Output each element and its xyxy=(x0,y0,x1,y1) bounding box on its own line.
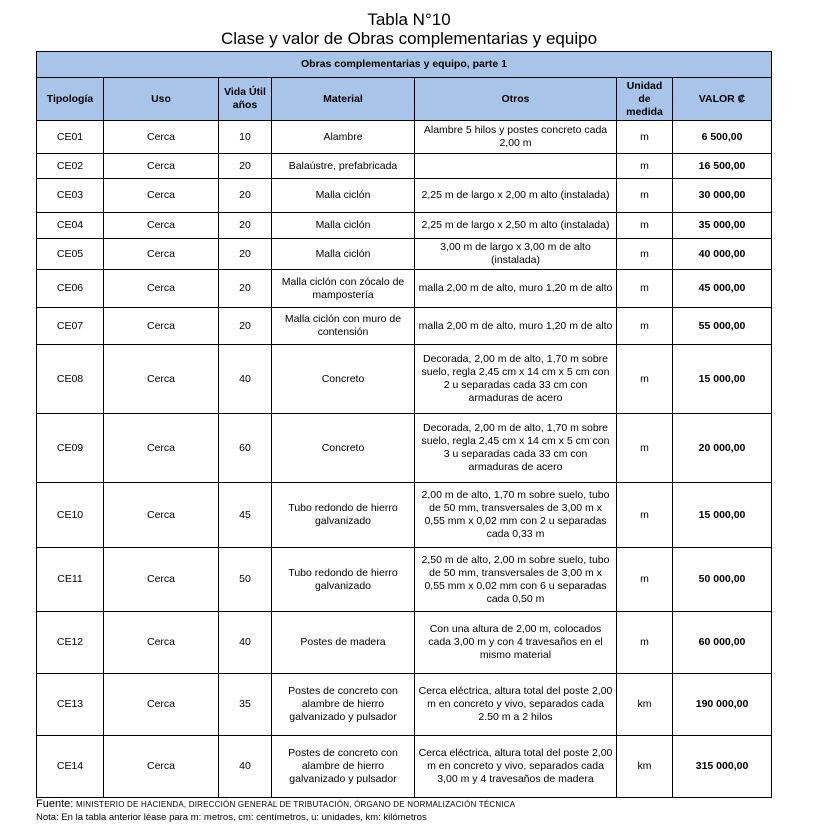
cell-valor: 190 000,00 xyxy=(673,674,772,736)
cell-material: Tubo redondo de hierro galvanizado xyxy=(272,483,415,548)
table-row xyxy=(37,154,772,179)
cell-valor: 30 000,00 xyxy=(673,179,772,213)
cell-otros: 3,00 m de largo x 3,00 m de alto (instalada) xyxy=(415,239,617,270)
cell-otros: malla 2,00 m de alto, muro 1,20 m de alto xyxy=(415,270,617,308)
cell-uso: Cerca xyxy=(104,179,219,213)
cell-uso: Cerca xyxy=(104,270,219,308)
cell-otros: Decorada, 2,00 m de alto, 1,70 m sobre suelo, regla 2,45 cm x 14 cm x 5 cm con 2 u separadas cada 33 cm con armaduras de acero xyxy=(415,345,617,414)
cell-vida: 20 xyxy=(219,213,272,239)
cell-vida: 20 xyxy=(219,239,272,270)
cell-tipologia: CE13 xyxy=(37,674,104,736)
cell-unidad: m xyxy=(617,239,673,270)
cell-vida: 45 xyxy=(219,483,272,548)
cell-uso: Cerca xyxy=(104,736,219,798)
cell-vida: 60 xyxy=(219,414,272,483)
cell-otros: 2,50 m de alto, 2,00 m sobre suelo, tubo de 50 mm, transversales de 3,00 m x 0,55 mm x 0,02 mm con 6 u separadas cada 0,50 m xyxy=(415,548,617,612)
cell-uso: Cerca xyxy=(104,483,219,548)
table-row xyxy=(37,612,772,674)
cell-tipologia: CE04 xyxy=(37,213,104,239)
cell-tipologia: CE01 xyxy=(37,121,104,154)
table-number: Tabla N°10 xyxy=(367,10,451,29)
cell-uso: Cerca xyxy=(104,548,219,612)
cell-uso: Cerca xyxy=(104,239,219,270)
cell-material: Concreto xyxy=(272,414,415,483)
cell-uso: Cerca xyxy=(104,414,219,483)
cell-material: Concreto xyxy=(272,345,415,414)
cell-material: Postes de madera xyxy=(272,612,415,674)
table-row xyxy=(37,121,772,154)
table-row xyxy=(37,345,772,414)
column-header-otros: Otros xyxy=(415,78,617,121)
cell-otros: Cerca eléctrica, altura total del poste 2,00 m en concreto y vivo, separados cada 3,00 m y 4 travesaños de madera xyxy=(415,736,617,798)
cell-material: Tubo redondo de hierro galvanizado xyxy=(272,548,415,612)
cell-unidad: m xyxy=(617,548,673,612)
cell-tipologia: CE07 xyxy=(37,308,104,345)
cell-valor: 15 000,00 xyxy=(673,483,772,548)
source-text: MINISTERIO DE HACIENDA, DIRECCIÓN GENERAL DE TRIBUTACIÓN, ÓRGANO DE NORMALIZACIÓN TÉCNICA xyxy=(75,800,516,809)
cell-uso: Cerca xyxy=(104,308,219,345)
cell-valor: 55 000,00 xyxy=(673,308,772,345)
table-row xyxy=(37,179,772,213)
table-body xyxy=(37,121,772,798)
table-row xyxy=(37,483,772,548)
table-row xyxy=(37,736,772,798)
cell-material: Malla ciclón xyxy=(272,213,415,239)
cell-valor: 15 000,00 xyxy=(673,345,772,414)
column-header-vida-util: Vida Útil años xyxy=(219,78,272,121)
cell-unidad: m xyxy=(617,308,673,345)
cell-otros: malla 2,00 m de alto, muro 1,20 m de alto xyxy=(415,308,617,345)
cell-vida: 20 xyxy=(219,179,272,213)
cell-unidad: km xyxy=(617,674,673,736)
table-row xyxy=(37,414,772,483)
obras-table xyxy=(36,51,772,798)
footer xyxy=(36,798,796,824)
cell-tipologia: CE02 xyxy=(37,154,104,179)
source-label: Fuente: xyxy=(36,798,74,810)
cell-uso: Cerca xyxy=(104,612,219,674)
cell-material: Malla ciclón con muro de contensión xyxy=(272,308,415,345)
cell-unidad: m xyxy=(617,121,673,154)
cell-unidad: m xyxy=(617,213,673,239)
cell-material: Postes de concreto con alambre de hierro galvanizado y pulsador xyxy=(272,736,415,798)
cell-tipologia: CE03 xyxy=(37,179,104,213)
cell-valor: 6 500,00 xyxy=(673,121,772,154)
cell-valor: 315 000,00 xyxy=(673,736,772,798)
cell-material: Balaústre, prefabricada xyxy=(272,154,415,179)
table-caption: Clase y valor de Obras complementarias y equipo xyxy=(220,29,598,48)
table-row xyxy=(37,548,772,612)
cell-vida: 10 xyxy=(219,121,272,154)
table-row xyxy=(37,308,772,345)
cell-tipologia: CE14 xyxy=(37,736,104,798)
cell-valor: 16 500,00 xyxy=(673,154,772,179)
cell-otros xyxy=(415,154,617,179)
cell-unidad: km xyxy=(617,736,673,798)
source-line xyxy=(36,798,796,811)
cell-vida: 40 xyxy=(219,736,272,798)
cell-material: Alambre xyxy=(272,121,415,154)
cell-otros: 2,25 m de largo x 2,00 m alto (instalada) xyxy=(415,179,617,213)
cell-unidad: m xyxy=(617,270,673,308)
column-header-valor: VALOR ₡ xyxy=(673,78,772,121)
cell-unidad: m xyxy=(617,483,673,548)
cell-material: Malla ciclón xyxy=(272,239,415,270)
cell-tipologia: CE11 xyxy=(37,548,104,612)
cell-tipologia: CE09 xyxy=(37,414,104,483)
note-line: Nota: En la tabla anterior léase para m: metros, cm: centímetros, u: unidades, km: kilómetros xyxy=(36,812,427,823)
column-header-unidad: Unidad de medida xyxy=(617,78,673,121)
table-row xyxy=(37,674,772,736)
cell-valor: 50 000,00 xyxy=(673,548,772,612)
cell-tipologia: CE06 xyxy=(37,270,104,308)
table-row xyxy=(37,213,772,239)
table-title-block xyxy=(0,10,818,48)
cell-vida: 20 xyxy=(219,270,272,308)
table-row xyxy=(37,239,772,270)
cell-vida: 35 xyxy=(219,674,272,736)
cell-uso: Cerca xyxy=(104,154,219,179)
cell-material: Postes de concreto con alambre de hierro galvanizado y pulsador xyxy=(272,674,415,736)
cell-otros: Decorada, 2,00 m de alto, 1,70 m sobre suelo, regla 2,45 cm x 14 cm x 5 cm con 3 u separadas cada 33 cm con armaduras de acero xyxy=(415,414,617,483)
cell-uso: Cerca xyxy=(104,213,219,239)
cell-vida: 20 xyxy=(219,154,272,179)
cell-unidad: m xyxy=(617,414,673,483)
column-header-uso: Uso xyxy=(104,78,219,121)
cell-tipologia: CE12 xyxy=(37,612,104,674)
cell-otros: Con una altura de 2,00 m, colocados cada 3,00 m y con 4 travesaños en el mismo material xyxy=(415,612,617,674)
cell-material: Malla ciclón xyxy=(272,179,415,213)
cell-uso: Cerca xyxy=(104,121,219,154)
cell-valor: 60 000,00 xyxy=(673,612,772,674)
cell-vida: 20 xyxy=(219,308,272,345)
cell-material: Malla ciclón con zócalo de mampostería xyxy=(272,270,415,308)
cell-otros: Cerca eléctrica, altura total del poste 2,00 m en concreto y vivo, separados cada 2.50 m a 2 hilos xyxy=(415,674,617,736)
cell-tipologia: CE10 xyxy=(37,483,104,548)
cell-unidad: m xyxy=(617,154,673,179)
cell-valor: 45 000,00 xyxy=(673,270,772,308)
cell-otros: 2,00 m de alto, 1,70 m sobre suelo, tubo de 50 mm, transversales de 3,00 m x 0,55 mm x 0,02 mm con 2 u separadas cada 0,33 m xyxy=(415,483,617,548)
cell-valor: 20 000,00 xyxy=(673,414,772,483)
cell-uso: Cerca xyxy=(104,345,219,414)
cell-vida: 40 xyxy=(219,345,272,414)
cell-unidad: m xyxy=(617,345,673,414)
cell-tipologia: CE08 xyxy=(37,345,104,414)
cell-vida: 50 xyxy=(219,548,272,612)
cell-tipologia: CE05 xyxy=(37,239,104,270)
table-row xyxy=(37,270,772,308)
column-header-material: Material xyxy=(272,78,415,121)
cell-uso: Cerca xyxy=(104,674,219,736)
cell-otros: Alambre 5 hilos y postes concreto cada 2,00 m xyxy=(415,121,617,154)
cell-valor: 40 000,00 xyxy=(673,239,772,270)
cell-unidad: m xyxy=(617,179,673,213)
cell-unidad: m xyxy=(617,612,673,674)
cell-otros: 2,25 m de largo x 2,50 m alto (instalada) xyxy=(415,213,617,239)
section-header: Obras complementarias y equipo, parte 1 xyxy=(37,52,772,78)
cell-vida: 40 xyxy=(219,612,272,674)
column-header-tipologia: Tipología xyxy=(37,78,104,121)
cell-valor: 35 000,00 xyxy=(673,213,772,239)
